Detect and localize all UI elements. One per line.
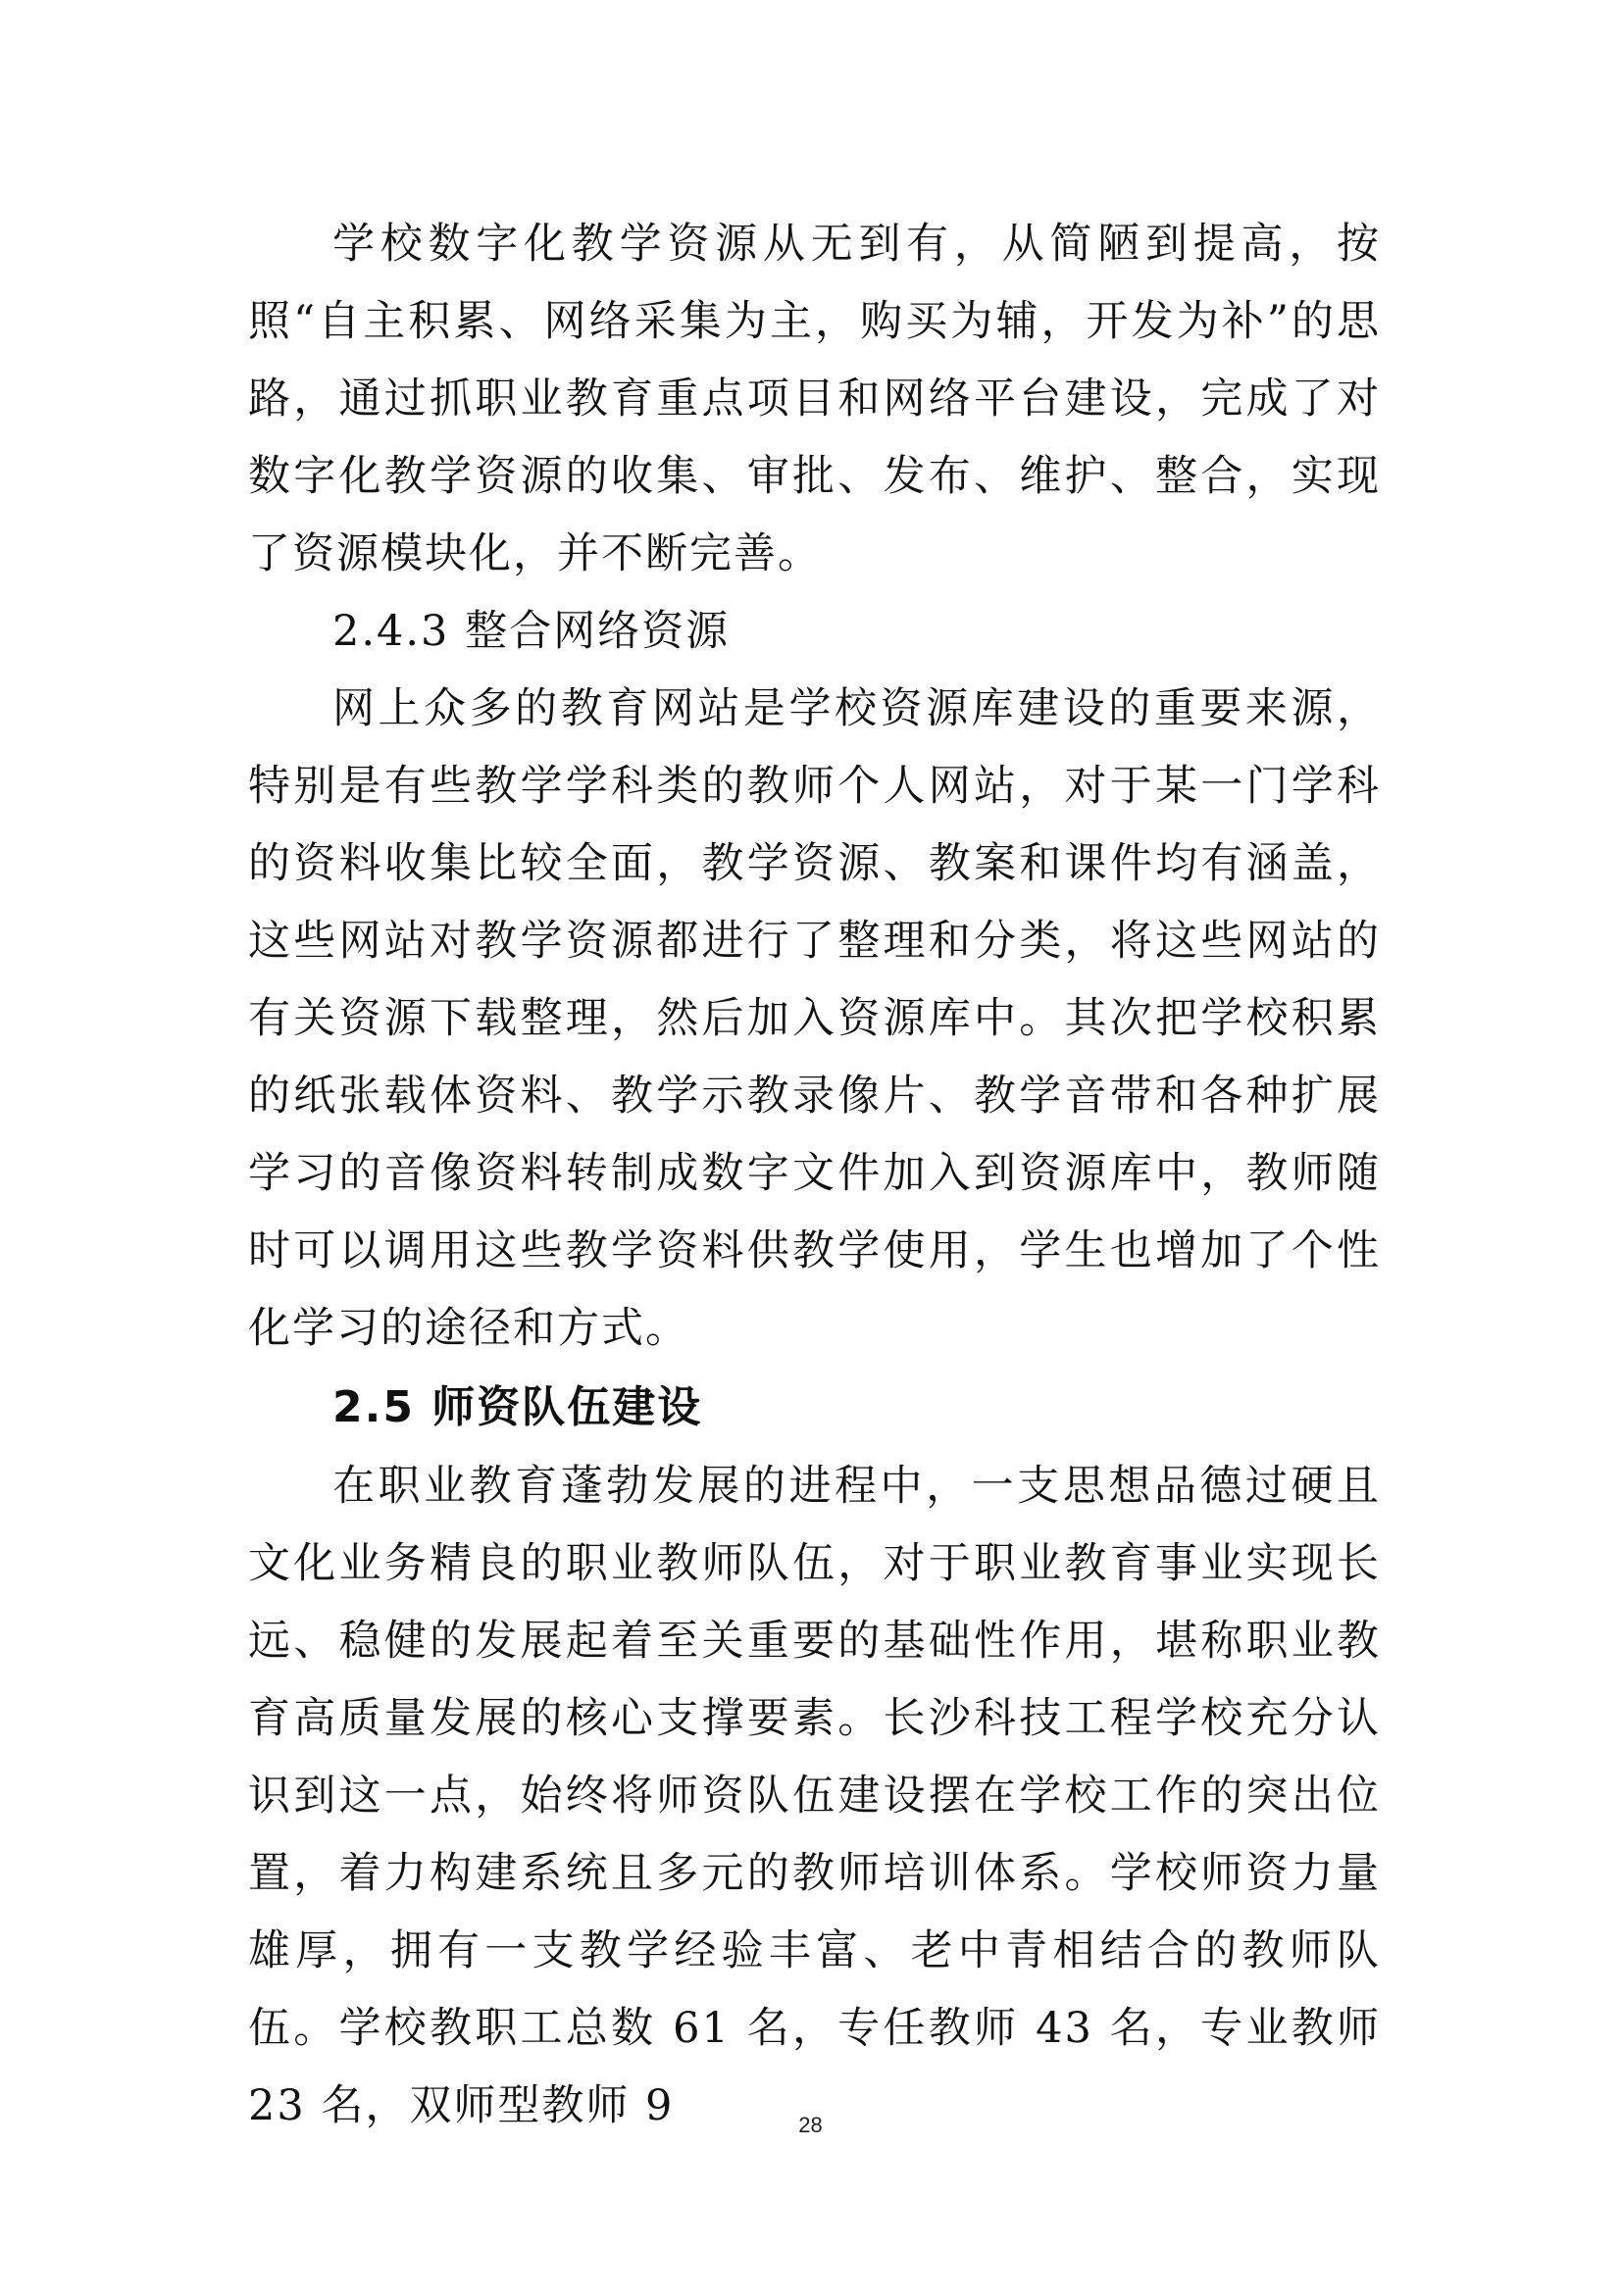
- body-paragraph: 网上众多的教育网站是学校资源库建设的重要来源，特别是有些教学学科类的教师个人网站，对于某一门学科的资料收集比较全面，教学资源、教案和课件均有涵盖，这些网站对教学资源都进行了整理和分类，将这些网站的有关资源下载整理，然后加入资源库中。其次把学校积累的纸张载体资料、教学示教录像片、教学音带和各种扩展学习的音像资料转制成数字文件加入到资源库中，教师随时可以调用这些教学资料供教学使用，学生也增加了个性化学习的途径和方式。: [248, 684, 1381, 1353]
- body-paragraph: 在职业教育蓬勃发展的进程中，一支思想品德过硬且文化业务精良的职业教师队伍，对于职业教育事业实现长远、稳健的发展起着至关重要的基础性作用，堪称职业教育高质量发展的核心支撑要素。长沙科技工程学校充分认识到这一点，始终将师资队伍建设摆在学校工作的突出位置，着力构建系统且多元的教师培训体系。学校师资力量雄厚，拥有一支教学经验丰富、老中青相结合的教师队伍。学校教职工总数 61 名，专任教师 43 名，专业教师 23 名，双师型教师 9: [248, 1462, 1381, 2130]
- body-paragraph: 学校数字化教学资源从无到有，从简陋到提高，按照“自主积累、网络采集为主，购买为辅，开发为补”的思路，通过抓职业教育重点项目和网络平台建设，完成了对数字化教学资源的收集、审批、发布、维护、整合，实现了资源模块化，并不断完善。: [248, 220, 1381, 578]
- page-body: [248, 206, 1381, 2145]
- page-number: 28: [798, 2113, 823, 2137]
- section-heading: 2.5 师资队伍建设: [332, 1382, 703, 1432]
- subsection-heading: 2.4.3 整合网络资源: [332, 607, 731, 656]
